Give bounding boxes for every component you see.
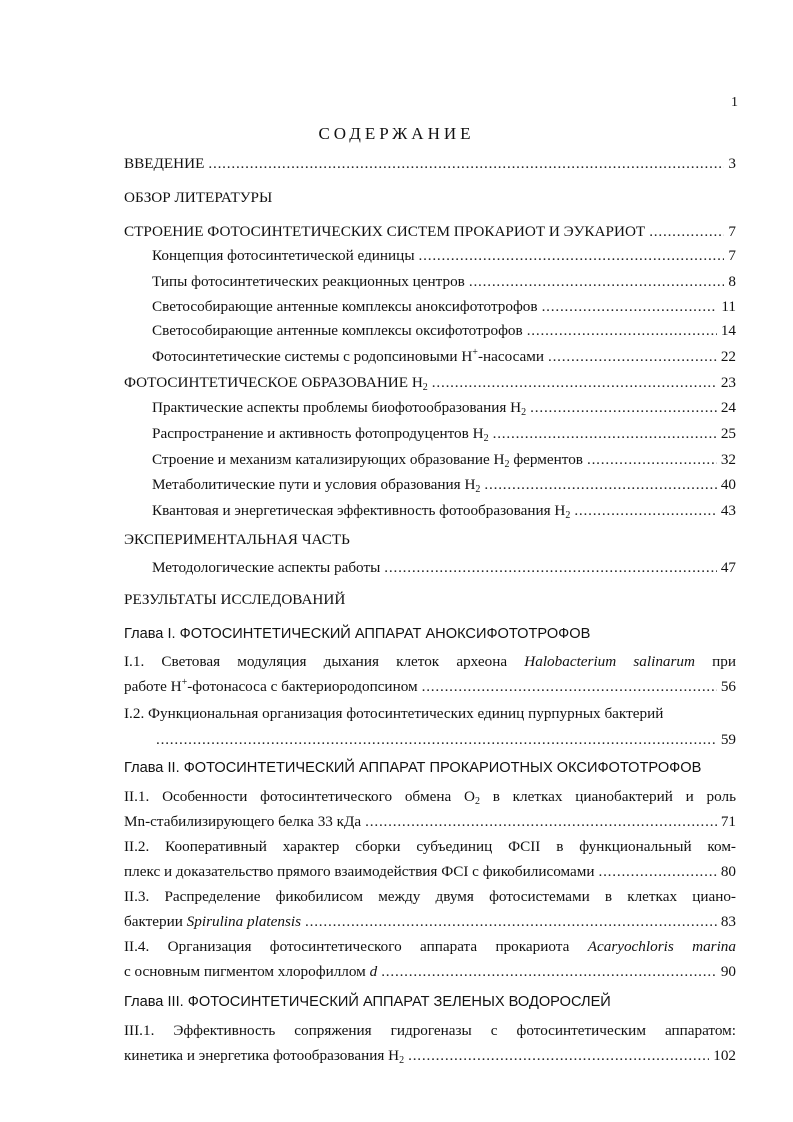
leader-dots	[384, 558, 717, 578]
toc-chapter-3[interactable]: Глава III. ФОТОСИНТЕТИЧЕСКИЙ АППАРАТ ЗЕЛЕНЫХ ВОДОРОСЛЕЙ	[124, 994, 611, 1010]
toc-entry-title: Методологические аспекты работы	[152, 559, 381, 576]
toc-entry-title: бактерии Spirulina platensis	[124, 913, 302, 930]
page-number: 1	[731, 95, 738, 110]
leader-dots	[381, 962, 717, 982]
toc-entry-title: работе H+-фотонасоса с бактериородопсином	[124, 677, 418, 695]
leader-dots	[484, 475, 716, 495]
toc-entry-s12-line1[interactable]: I.2. Функциональная организация фотосинтетических единиц пурпурных бактерий	[124, 705, 664, 722]
toc-entry-title: Строение и механизм катализирующих образование $H_2$ ферментов	[152, 451, 583, 470]
toc-entry-s23-line1[interactable]: II.3. Распределение фикобилисом между двумя фотосистемами в клетках циано-	[124, 888, 736, 905]
toc-entry-s22-line2[interactable]	[124, 862, 736, 882]
toc-chapter-2[interactable]: Глава II. ФОТОСИНТЕТИЧЕСКИЙ АППАРАТ ПРОКАРИОТНЫХ ОКСИФОТОТРОФОВ	[124, 760, 702, 776]
toc-entry-anoxy[interactable]	[152, 297, 736, 317]
toc-section-experimental: ЭКСПЕРИМЕНТАЛЬНАЯ ЧАСТЬ	[124, 531, 350, 548]
toc-entry-enzymes[interactable]	[152, 450, 736, 470]
toc-entry-title: Метаболитические пути и условия образования $H_2$	[152, 476, 481, 495]
toc-entry-methodology[interactable]	[152, 558, 736, 578]
toc-entry-s11-line2[interactable]	[124, 677, 736, 697]
toc-page-number: 102	[713, 1047, 736, 1064]
leader-dots	[574, 501, 716, 521]
toc-entry-s22-line1[interactable]: II.2. Кооперативный характер сборки субъединиц ФСII в функциональный ком-	[124, 838, 736, 855]
toc-entry-intro[interactable]	[124, 154, 736, 174]
toc-entry-title: Распространение и активность фотопродуцентов $H_2$	[152, 425, 489, 444]
toc-entry-title: ФОТОСИНТЕТИЧЕСКОЕ ОБРАЗОВАНИЕ $H_2$	[124, 374, 428, 393]
page-title: СОДЕРЖАНИЕ	[318, 124, 475, 143]
toc-entry-s23-line2[interactable]	[124, 912, 736, 932]
leader-dots	[527, 321, 717, 341]
leader-dots	[469, 272, 725, 292]
toc-page-number: 56	[720, 678, 736, 695]
toc-entry-s24-line1[interactable]: II.4. Организация фотосинтетического аппарата прокариота Acaryochloris marina	[124, 938, 736, 955]
toc-entry-title: Концепция фотосинтетической единицы	[152, 247, 415, 264]
toc-entry-s11-line1[interactable]: I.1. Световая модуляция дыхания клеток археона Halobacterium salinarum при	[124, 653, 736, 670]
leader-dots	[365, 812, 717, 832]
leader-dots	[156, 730, 717, 750]
leader-dots	[649, 222, 724, 242]
toc-page-number: 7	[728, 247, 736, 264]
toc-entry-title: ВВЕДЕНИЕ	[124, 155, 205, 172]
toc-entry-title: с основным пигментом хлорофиллом d	[124, 963, 378, 980]
toc-page-number: 59	[720, 731, 736, 748]
leader-dots	[587, 450, 717, 470]
toc-page-number: 24	[720, 399, 736, 416]
toc-page-number: 40	[720, 476, 736, 493]
toc-entry-title: Квантовая и энергетическая эффективность фотообразования $H_2$	[152, 502, 571, 521]
toc-entry-title: СТРОЕНИЕ ФОТОСИНТЕТИЧЕСКИХ СИСТЕМ ПРОКАРИОТ И ЭУКАРИОТ	[124, 223, 646, 240]
toc-chapter-1[interactable]: Глава I. ФОТОСИНТЕТИЧЕСКИЙ АППАРАТ АНОКСИФОТОТРОФОВ	[124, 626, 591, 642]
toc-entry-title: Светособирающие антенные комплексы аноксифототрофов	[152, 298, 538, 315]
toc-entry-s31-line1[interactable]: III.1. Эффективность сопряжения гидрогеназы с фотосинтетическим аппаратом:	[124, 1022, 736, 1039]
toc-page-number: 25	[720, 425, 736, 442]
toc-entry-title: Практические аспекты проблемы биофотообразования $H_2$	[152, 399, 527, 418]
leader-dots	[530, 398, 717, 418]
toc-entry-metabolic[interactable]	[152, 475, 736, 495]
leader-dots	[493, 424, 717, 444]
toc-page-number: 11	[721, 298, 736, 315]
toc-entry-s12-line2[interactable]	[152, 730, 736, 750]
toc-page-number: 8	[728, 273, 736, 290]
toc-entry-title: плекс и доказательство прямого взаимодействия ФСI с фикобилисомами	[124, 863, 595, 880]
leader-dots	[305, 912, 717, 932]
toc-entry-practical[interactable]	[152, 398, 736, 418]
toc-section-results: РЕЗУЛЬТАТЫ ИССЛЕДОВАНИЙ	[124, 591, 346, 608]
toc-page-number: 71	[720, 813, 736, 830]
leader-dots	[598, 862, 716, 882]
toc-entry-concept[interactable]	[152, 246, 736, 266]
toc-entry-s24-line2[interactable]	[124, 962, 736, 982]
toc-page-number: 32	[720, 451, 736, 468]
toc-entry-h2-formation[interactable]	[124, 373, 736, 393]
toc-page-number: 47	[720, 559, 736, 576]
toc-entry-title: Фотосинтетические системы с родопсиновыми H+-насосами	[152, 347, 544, 365]
toc-entry-s21-line2[interactable]	[124, 812, 736, 832]
toc-entry-quantum[interactable]	[152, 501, 736, 521]
toc-entry-title: Светособирающие антенные комплексы оксифототрофов	[152, 322, 523, 339]
toc-entry-oxy[interactable]	[152, 321, 736, 341]
toc-entry-s21-line1[interactable]: II.1. Особенности фотосинтетического обмена $O_2$ в клетках цианобактерий и роль	[124, 788, 736, 807]
toc-page-number: 7	[728, 223, 736, 240]
leader-dots	[208, 154, 724, 174]
leader-dots	[422, 677, 717, 697]
toc-entry-s31-line2[interactable]	[124, 1046, 736, 1066]
toc-page-number: 43	[720, 502, 736, 519]
toc-entry-title: Mn-стабилизирующего белка 33 кДа	[124, 813, 362, 830]
leader-dots	[542, 297, 718, 317]
toc-page-number: 14	[720, 322, 736, 339]
leader-dots	[548, 347, 717, 367]
toc-page-number: 22	[720, 348, 736, 365]
toc-page-number: 80	[720, 863, 736, 880]
leader-dots	[419, 246, 725, 266]
toc-page-number: 23	[720, 374, 736, 391]
toc-entry-title: Типы фотосинтетических реакционных центров	[152, 273, 465, 290]
toc-section-review: ОБЗОР ЛИТЕРАТУРЫ	[124, 189, 273, 206]
leader-dots	[432, 373, 717, 393]
toc-page-number: 90	[720, 963, 736, 980]
toc-page-number: 83	[720, 913, 736, 930]
toc-entry-types[interactable]	[152, 272, 736, 292]
toc-entry-structure[interactable]	[124, 222, 736, 242]
toc-page-number: 3	[728, 155, 736, 172]
toc-entry-distribution[interactable]	[152, 424, 736, 444]
toc-entry-rhodopsin[interactable]	[152, 347, 736, 367]
toc-entry-title: кинетика и энергетика фотообразования $H_2$	[124, 1047, 405, 1066]
leader-dots	[408, 1046, 709, 1066]
